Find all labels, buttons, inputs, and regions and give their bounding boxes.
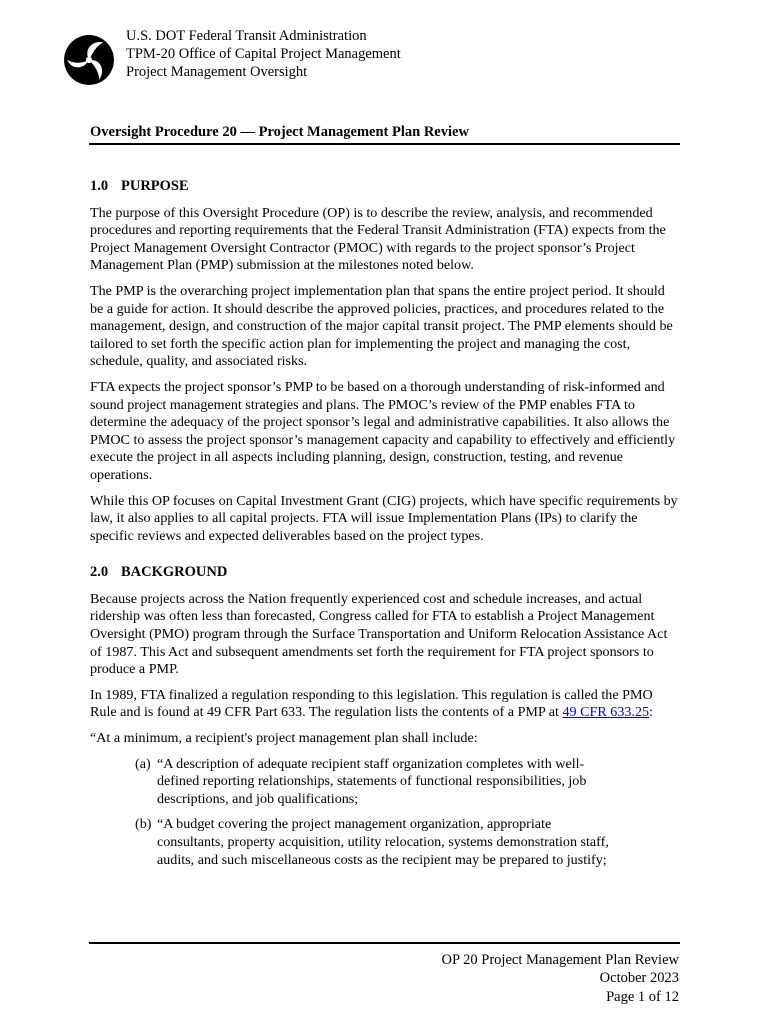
footer-page-number: Page 1 of 12 bbox=[606, 988, 679, 1005]
list-item bbox=[135, 756, 610, 809]
section-heading-purpose bbox=[90, 178, 680, 196]
program-line: Project Management Oversight bbox=[126, 64, 308, 81]
paragraph-punctuation: : bbox=[649, 704, 653, 721]
paragraph-text: In 1989, FTA finalized a regulation responding to this legislation. This regulation is called the PMO Rule and is found at 49 CFR Part 633. The regulation lists the contents of a PMP at bbox=[90, 686, 653, 721]
list-item bbox=[135, 816, 610, 869]
footer-date: October 2023 bbox=[599, 970, 679, 987]
page-footer bbox=[442, 951, 679, 1006]
document-body bbox=[90, 178, 680, 877]
list-item-text: “A budget covering the project management organization, appropriate consultants, property acquisition, utility relocation, systems demonstration staff, audits, and such miscellaneous costs as the recipient may be prepared to justify; bbox=[157, 816, 609, 868]
list-item-label: (b) bbox=[135, 816, 152, 833]
paragraph: The PMP is the overarching project implementation plan that spans the entire project period. It should be a guide for action. It should describe the approved policies, practices, and procedures related to the management, design, and construction of the major capital transit project. The PMP elements should be tailored to set forth the specific action plan for implementing the project and managing the cost, schedule, quality, and associated risks. bbox=[90, 282, 673, 370]
section-title: PURPOSE bbox=[121, 178, 189, 194]
section-heading-background bbox=[90, 564, 680, 582]
footer-doc-title: OP 20 Project Management Plan Review bbox=[441, 952, 679, 968]
section-number: 1.0 bbox=[90, 178, 109, 194]
section-title: BACKGROUND bbox=[121, 564, 228, 581]
office-line: TPM-20 Office of Capital Project Management bbox=[126, 46, 401, 63]
fta-swirl-logo-icon bbox=[63, 34, 115, 86]
list-item-label: (a) bbox=[135, 755, 151, 772]
cfr-link[interactable]: 49 CFR 633.25 bbox=[562, 704, 650, 721]
quote-intro: “At a minimum, a recipient's project management plan shall include: bbox=[90, 730, 478, 747]
section-number: 2.0 bbox=[90, 564, 109, 581]
paragraph: FTA expects the project sponsor’s PMP to be based on a thorough understanding of risk-informed and sound project management strategies and plans. The PMOC’s review of the PMP enables FTA to determine the adequacy of the project sponsor’s legal and administrative capabilities. It also allows the PMOC to assess the project sponsor’s management capacity and capability to effectively and efficiently execute the project in all aspects including planning, design, construction, testing, and revenue operations. bbox=[90, 378, 676, 483]
paragraph: The purpose of this Oversight Procedure (OP) is to describe the review, analysis, and recommended procedures and reporting requirements that the Federal Transit Administration (FTA) expects from the Project Management Oversight Contractor (PMOC) with regards to the project sponsor’s Project Management Plan (PMP) submission at the milestones noted below. bbox=[90, 204, 666, 274]
document-title: Oversight Procedure 20 — Project Management Plan Review bbox=[90, 124, 469, 140]
footer-divider bbox=[89, 942, 680, 944]
list-item-text: “A description of adequate recipient staff organization completes with well-defined reporting relationships, statements of functional responsibilities, job descriptions, and job qualifications; bbox=[157, 755, 587, 807]
paragraph bbox=[90, 687, 680, 722]
paragraph: While this OP focuses on Capital Investment Grant (CIG) projects, which have specific requirements by law, it also applies to all capital projects. FTA will issue Implementation Plans (IPs) to clarify the specific reviews and expected deliverables based on the project types. bbox=[90, 492, 678, 544]
agency-line: U.S. DOT Federal Transit Administration bbox=[126, 28, 367, 44]
paragraph: Because projects across the Nation frequently experienced cost and schedule increases, and actual ridership was often less than forecasted, Congress called for FTA to establish a Project Management Oversight (PMO) program through the Surface Transportation and Uniform Relocation Assistance Act of 1987. This Act and subsequent amendments set forth the requirement for FTA project sponsors to produce a PMP. bbox=[90, 590, 668, 678]
agency-header bbox=[126, 27, 401, 82]
title-divider bbox=[89, 143, 680, 145]
